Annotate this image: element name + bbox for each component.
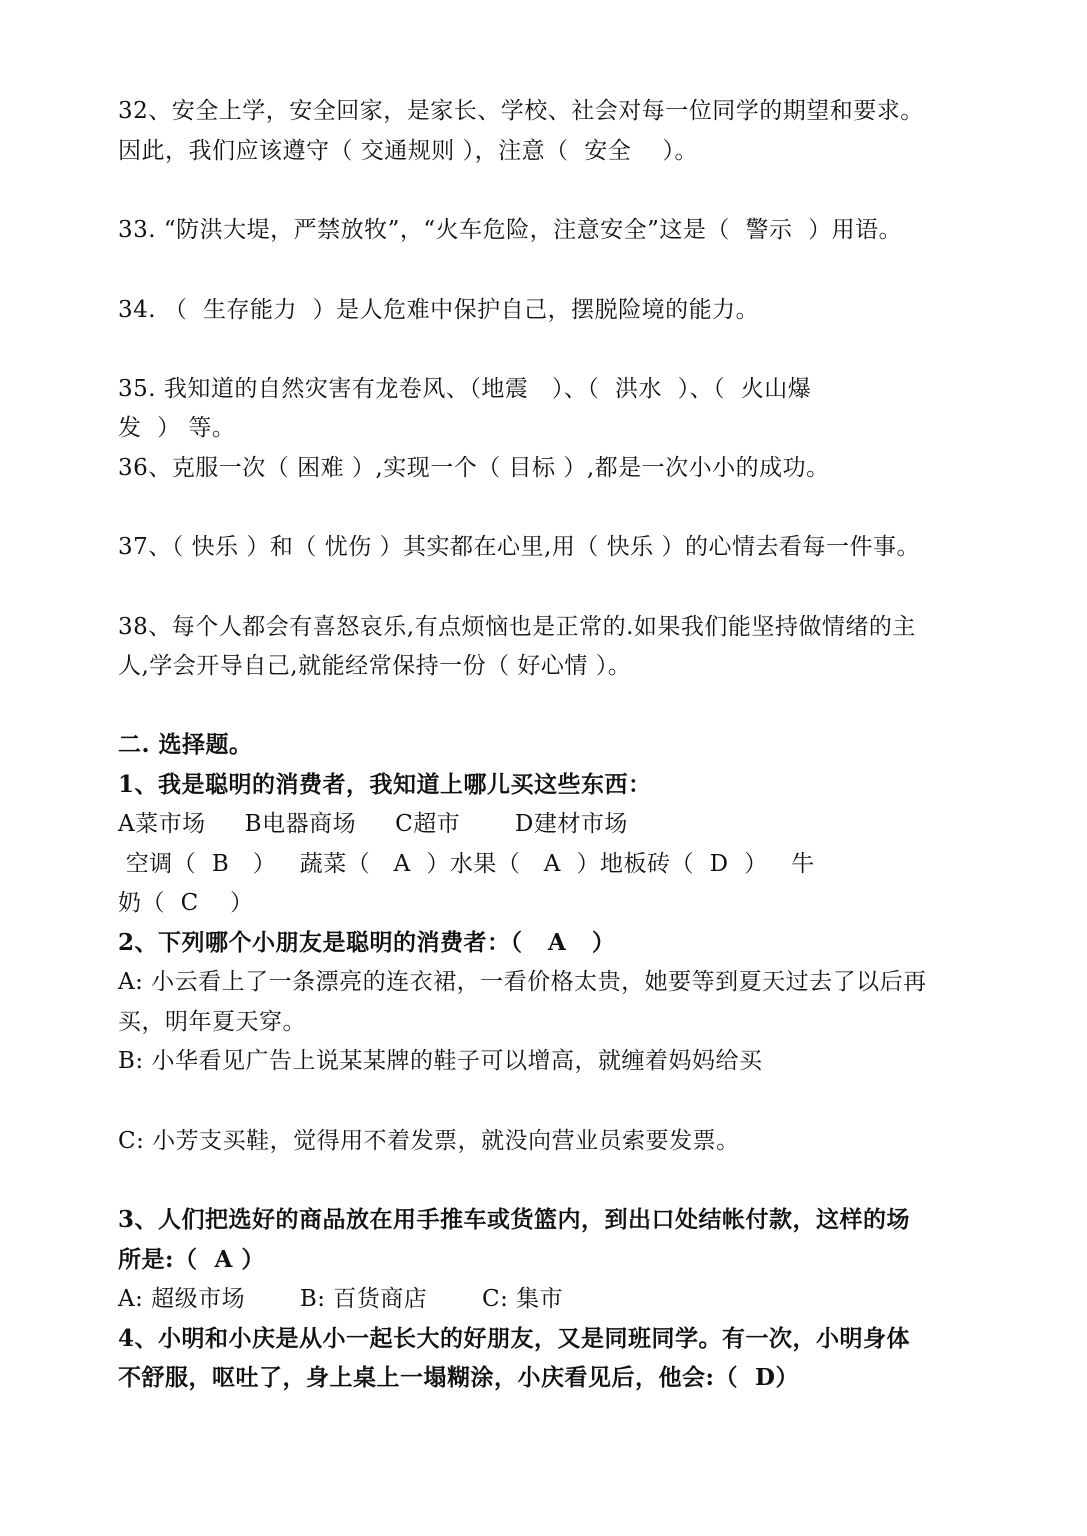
choice-q2-option-b: B: 小华看见广告上说某某牌的鞋子可以增高，就缠着妈妈给买 (118, 1048, 763, 1074)
q32-line-1: 32、安全上学，安全回家，是家长、学校、社会对每一位同学的期望和要求。 (118, 98, 924, 124)
section-heading: 二. 选择题。 (118, 731, 253, 758)
choice-q2-question: 2、下列哪个小朋友是聪明的消费者：（ A ） (118, 929, 616, 956)
q35-line-1: 35. 我知道的自然灾害有龙卷风、（地震 ）、（ 洪水 ）、（ 火山爆 (118, 376, 812, 402)
choice-q1-options: A菜市场 B电器商场 C超市 D建材市场 (118, 811, 628, 837)
choice-q3-options: A: 超级市场 B: 百货商店 C: 集市 (118, 1286, 564, 1312)
choice-q4-question-line-1: 4、小明和小庆是从小一起长大的好朋友，又是同班同学。有一次，小明身体 (118, 1325, 911, 1352)
q36-line: 36、克服一次（ 困难 ）,实现一个（ 目标 ）,都是一次小小的成功。 (118, 455, 830, 481)
choice-q3-question-line-1: 3、人们把选好的商品放在用手推车或货篮内，到出口处结帐付款，这样的场 (118, 1206, 911, 1233)
choice-q3-question-line-2: 所是:（ A ） (118, 1246, 265, 1273)
choice-q2-option-a-line-1: A: 小云看上了一条漂亮的连衣裙，一看价格太贵，她要等到夏天过去了以后再 (118, 969, 927, 995)
choice-q1-answers-line-1: 空调（ B ） 蔬菜（ A ）水果（ A ）地板砖（ D ） 牛 (118, 851, 815, 877)
choice-q2-option-c: C: 小芳支买鞋，觉得用不着发票，就没向营业员索要发票。 (118, 1128, 740, 1154)
q35-line-2: 发 ） 等。 (118, 415, 236, 441)
choice-q1-question: 1、我是聪明的消费者，我知道上哪儿买这些东西： (118, 771, 652, 798)
q38-line-2: 人,学会开导自己,就能经常保持一份（ 好心情 ）。 (118, 653, 632, 679)
q38-line-1: 38、每个人都会有喜怒哀乐,有点烦恼也是正常的.如果我们能坚持做情绪的主 (118, 614, 916, 640)
choice-q2-option-a-line-2: 买，明年夏天穿。 (118, 1009, 306, 1035)
q34-line: 34. （ 生存能力 ）是人危难中保护自己，摆脱险境的能力。 (118, 297, 760, 323)
choice-q4-question-line-2: 不舒服，呕吐了，身上桌上一塌糊涂，小庆看见后，他会:（ D） (118, 1364, 799, 1391)
q32-line-2: 因此，我们应该遵守（ 交通规则 ），注意（ 安全 ）。 (118, 138, 698, 164)
choice-q1-answers-line-2: 奶（ C ） (118, 890, 254, 916)
q33-line: 33. “防洪大堤，严禁放牧”，“火车危险，注意安全”这是（ 警示 ）用语。 (118, 217, 903, 243)
q37-line: 37、（ 快乐 ）和（ 忧伤 ）其实都在心里,用（ 快乐 ）的心情去看每一件事。 (118, 534, 920, 560)
